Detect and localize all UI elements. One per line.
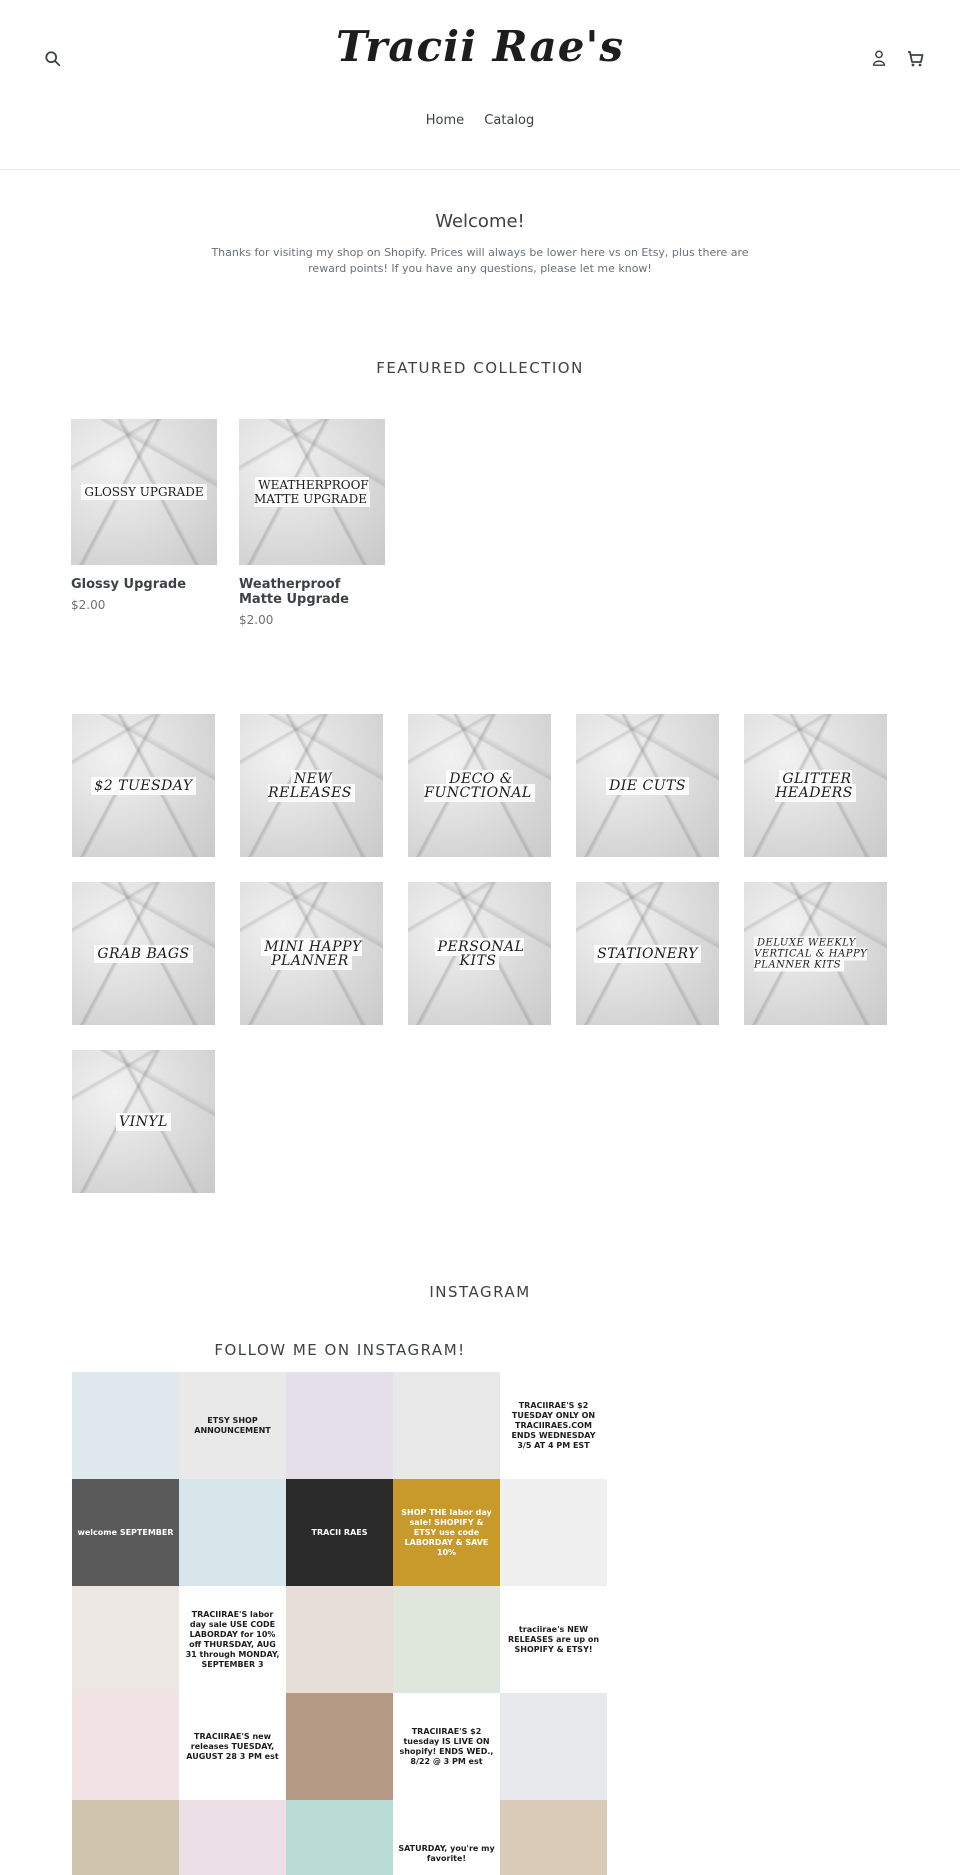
product-title[interactable]: Weatherproof Matte Upgrade (239, 577, 349, 607)
collection-tile[interactable] (72, 882, 215, 1025)
instagram-post[interactable] (500, 1372, 607, 1479)
product-title[interactable]: Glossy Upgrade (71, 577, 187, 592)
collection-tile[interactable] (240, 714, 383, 857)
collection-tile[interactable] (576, 882, 719, 1025)
collection-tile[interactable] (576, 714, 719, 857)
collection-label: GLITTER HEADERS (775, 770, 856, 802)
product-image-text: WEATHERPROOF MATTE UPGRADE (254, 478, 369, 506)
instagram-post[interactable] (286, 1586, 393, 1693)
instagram-post-text: welcome SEPTEMBER (77, 1527, 174, 1537)
collection-label: DECO & FUNCTIONAL (424, 770, 534, 802)
collection-tile[interactable] (72, 714, 215, 857)
nav-link-catalog[interactable]: Catalog (484, 113, 535, 128)
collection-tile[interactable] (72, 1050, 215, 1193)
instagram-post[interactable] (500, 1479, 607, 1586)
instagram-post[interactable] (393, 1586, 500, 1693)
instagram-post[interactable] (500, 1693, 607, 1800)
product-image[interactable] (71, 419, 217, 565)
collection-label: $2 TUESDAY (91, 777, 195, 795)
instagram-title: INSTAGRAM (429, 1283, 531, 1301)
instagram-post-text: traciirae's NEW RELEASES are up on SHOPIFY & ETSY! (507, 1624, 600, 1654)
instagram-post[interactable] (500, 1800, 607, 1875)
collection-tile[interactable] (744, 714, 887, 857)
collection-tile[interactable] (408, 882, 551, 1025)
instagram-post-text: SHOP THE labor day sale! SHOPIFY & ETSY use code LABORDAY & SAVE 10% (401, 1507, 492, 1557)
instagram-post[interactable] (393, 1693, 500, 1800)
instagram-post[interactable] (179, 1586, 286, 1693)
instagram-post-text: TRACII RAES (311, 1527, 368, 1537)
product-image[interactable] (239, 419, 385, 565)
instagram-post-text: TRACIIRAE'S new releases TUESDAY, AUGUST 28 3 PM est (186, 1731, 279, 1761)
main-nav (0, 113, 960, 128)
instagram-subtitle: FOLLOW ME ON INSTAGRAM! (214, 1341, 466, 1359)
account-icon[interactable] (870, 49, 888, 67)
collection-label: NEW RELEASES (268, 770, 355, 802)
instagram-post[interactable] (72, 1479, 179, 1586)
cart-icon[interactable] (905, 48, 925, 68)
instagram-post[interactable] (179, 1800, 286, 1875)
instagram-post[interactable] (179, 1693, 286, 1800)
product-card[interactable] (71, 419, 217, 612)
collection-label: PERSONAL KITS (435, 938, 525, 970)
collection-label: DELUXE WEEKLY VERTICAL & HAPPY PLANNER KITS (754, 937, 868, 970)
product-card[interactable] (239, 419, 385, 627)
instagram-post[interactable] (393, 1372, 500, 1479)
instagram-post-text: TRACIIRAE'S labor day sale USE CODE LABORDAY for 10% off THURSDAY, AUG 31 through MONDAY, SEPTEMBER 3 (185, 1609, 280, 1669)
site-header (0, 0, 960, 170)
collection-label: VINYL (116, 1113, 171, 1131)
instagram-feed (72, 1372, 608, 1875)
instagram-post[interactable] (286, 1693, 393, 1800)
instagram-post-text: SATURDAY, you're my favorite! (398, 1843, 495, 1863)
instagram-post-text: TRACIIRAE'S $2 tuesday IS LIVE ON shopify! ENDS WED., 8/22 @ 3 PM est (399, 1726, 494, 1766)
instagram-post[interactable] (393, 1479, 500, 1586)
product-price: $2.00 (239, 613, 274, 627)
featured-collection-title: FEATURED COLLECTION (376, 359, 584, 377)
nav-link-home[interactable]: Home (425, 113, 465, 128)
collection-tile[interactable] (240, 882, 383, 1025)
collection-label: GRAB BAGS (94, 945, 192, 963)
instagram-post-text: TRACIIRAE'S $2 TUESDAY ONLY ON TRACIIRAES.COM ENDS WEDNESDAY 3/5 AT 4 PM EST (511, 1400, 596, 1450)
instagram-post[interactable] (72, 1693, 179, 1800)
collection-label: MINI HAPPY PLANNER (261, 938, 362, 970)
welcome-text: Thanks for visiting my shop on Shopify. Prices will always be lower here vs on Etsy, plus there are reward points! If you have any questions, please let me know! (211, 246, 749, 275)
instagram-post[interactable] (179, 1372, 286, 1479)
instagram-post[interactable] (286, 1372, 393, 1479)
instagram-post[interactable] (286, 1800, 393, 1875)
instagram-post[interactable] (393, 1800, 500, 1875)
welcome-title: Welcome! (435, 211, 525, 232)
collection-label: DIE CUTS (606, 777, 689, 795)
instagram-post[interactable] (500, 1586, 607, 1693)
instagram-post[interactable] (72, 1800, 179, 1875)
product-price: $2.00 (71, 598, 106, 612)
instagram-post[interactable] (179, 1479, 286, 1586)
instagram-post[interactable] (72, 1372, 179, 1479)
collection-label: STATIONERY (594, 945, 701, 963)
instagram-post[interactable] (286, 1479, 393, 1586)
product-image-text: GLOSSY UPGRADE (81, 484, 206, 500)
collection-tile[interactable] (408, 714, 551, 857)
instagram-post-text: ETSY SHOP ANNOUNCEMENT (194, 1415, 271, 1435)
collection-tile[interactable] (744, 882, 887, 1025)
site-logo[interactable]: Tracii Rae's (336, 22, 624, 71)
instagram-post[interactable] (72, 1586, 179, 1693)
